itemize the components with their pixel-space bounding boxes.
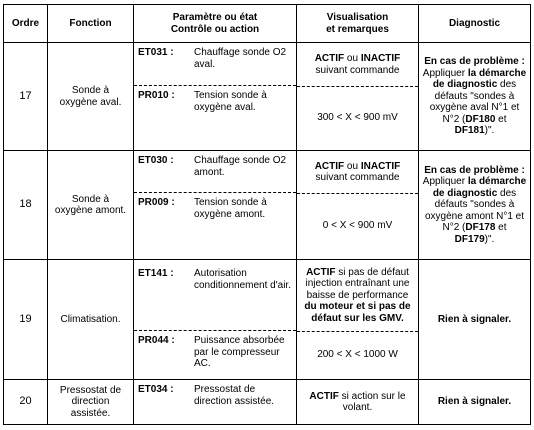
diagnostic-cell: [419, 43, 531, 151]
visu-text: si action sur le volant.: [338, 390, 406, 413]
visualisation-entry: [297, 193, 418, 259]
visualisation-cell: [297, 151, 419, 260]
visualisation-entry: [297, 380, 418, 424]
header-ordre: Ordre: [4, 5, 48, 43]
visu-bold: ACTIF: [306, 266, 336, 278]
fonction-cell: Sonde à oxygène aval.: [48, 43, 134, 151]
parametre-code: ET141 :: [138, 268, 174, 279]
header-visualisation: [297, 5, 419, 43]
header-fonction: Fonction: [48, 5, 134, 43]
visu-text: 300 < X < 900 mV: [317, 112, 398, 124]
visu-text: suivant commande: [315, 172, 400, 183]
parametre-entry: [134, 43, 296, 85]
fonction-cell: Sonde à oxygène amont.: [48, 151, 134, 260]
diag-bold: En cas de problème :: [424, 164, 525, 176]
diag-bold: la démarche de diagnostic: [432, 67, 527, 91]
header-visu-line1: Visualisation: [326, 12, 389, 23]
parametre-description: Puissance absorbée par le compresseur AC.: [194, 335, 285, 369]
visu-bold: INACTIF: [360, 53, 401, 64]
visu-text: 0 < X < 900 mV: [322, 220, 393, 232]
parametre-description: Tension sonde à oxygène aval.: [194, 90, 267, 113]
visu-text: ou: [344, 53, 361, 64]
parametre-description: Autorisation conditionnement d'air.: [194, 268, 291, 291]
parametre-description: Chauffage sonde O2 aval.: [194, 47, 287, 70]
diag-text: )".: [484, 233, 495, 245]
visu-bold: ACTIF: [314, 160, 345, 172]
visu-text: si pas de défaut injection entraînant une baisse de performance: [305, 266, 410, 301]
table-row: [4, 260, 531, 380]
diag-text: )".: [484, 125, 495, 137]
parametre-entry: [134, 151, 296, 192]
fonction-cell: Pressostat de direction assistée.: [48, 380, 134, 425]
parametre-description: Chauffage sonde O2 amont.: [194, 155, 287, 178]
visualisation-cell: [297, 43, 419, 151]
ordre-cell: 20: [4, 380, 48, 425]
header-row: [4, 5, 531, 43]
diag-bold: DF180: [465, 113, 496, 125]
visu-text: 200 < X < 1000 W: [317, 349, 398, 361]
table-row: [4, 43, 531, 151]
parametre-cell: [134, 43, 297, 151]
visu-bold: ACTIF: [309, 390, 339, 402]
diagnostic-cell: [419, 380, 531, 425]
visualisation-entry: [297, 152, 418, 193]
diagnostic-cell: [419, 260, 531, 380]
diagnostic-table: [3, 4, 531, 425]
header-diagnostic: Diagnostic: [419, 5, 531, 43]
visu-bold: ACTIF: [314, 53, 345, 64]
visu-bold: INACTIF: [360, 160, 401, 172]
fonction-cell: Climatisation.: [48, 260, 134, 380]
diag-bold: DF178: [465, 222, 496, 234]
parametre-entry: [134, 380, 296, 424]
diag-text: des défauts "sondes à oxygène aval N°1 et N°2 (: [429, 79, 520, 125]
parametre-code: PR009 :: [138, 197, 175, 208]
parametre-description: Tension sonde à oxygène amont.: [194, 197, 267, 220]
header-parametre-line2: Contrôle ou action: [170, 23, 260, 35]
visualisation-entry: [297, 86, 418, 150]
visualisation-cell: [297, 260, 419, 380]
diag-bold: Rien à signaler.: [437, 396, 512, 408]
diag-text: et: [495, 113, 507, 125]
header-parametre: [134, 5, 297, 43]
diag-bold: Rien à signaler.: [437, 313, 512, 325]
parametre-entry: [134, 192, 296, 259]
header-parametre-line1: Paramètre ou état: [172, 12, 258, 23]
parametre-code: ET031 :: [138, 47, 174, 58]
visualisation-cell: [297, 380, 419, 425]
parametre-entry: [134, 260, 296, 330]
parametre-description: Pressostat de direction assistée.: [194, 384, 275, 407]
parametre-entry: [134, 85, 296, 150]
diag-bold: En cas de problème :: [424, 56, 525, 68]
parametre-code: PR044 :: [138, 335, 175, 346]
visualisation-entry: [297, 331, 418, 379]
table-row: [4, 151, 531, 260]
visu-text: ou: [344, 160, 361, 172]
diag-text: et: [495, 222, 507, 234]
parametre-cell: [134, 380, 297, 425]
diag-text: des défauts "sondes à oxygène amont N°1 et N°2 (: [424, 187, 525, 234]
visualisation-entry: [297, 44, 418, 86]
parametre-code: ET030 :: [138, 155, 174, 166]
ordre-cell: 18: [4, 151, 48, 260]
parametre-code: ET034 :: [138, 384, 174, 395]
visu-text: suivant commande: [315, 64, 400, 76]
parametre-entry: [134, 330, 296, 379]
ordre-cell: 19: [4, 260, 48, 380]
header-visu-line2: et remarques: [326, 23, 389, 35]
parametre-code: PR010 :: [138, 90, 175, 101]
parametre-cell: [134, 260, 297, 380]
diag-text: Appliquer: [422, 67, 468, 79]
diag-bold: DF181: [454, 125, 485, 137]
diag-bold: DF179: [454, 233, 485, 245]
diag-bold: la démarche de diagnostic: [432, 176, 527, 199]
visualisation-entry: [297, 261, 418, 331]
table-row: [4, 380, 531, 425]
diag-text: Appliquer: [422, 176, 468, 188]
diagnostic-cell: [419, 151, 531, 260]
visu-bold: du moteur et si pas de défaut sur les GMV.: [304, 301, 411, 324]
parametre-cell: [134, 151, 297, 260]
ordre-cell: 17: [4, 43, 48, 151]
